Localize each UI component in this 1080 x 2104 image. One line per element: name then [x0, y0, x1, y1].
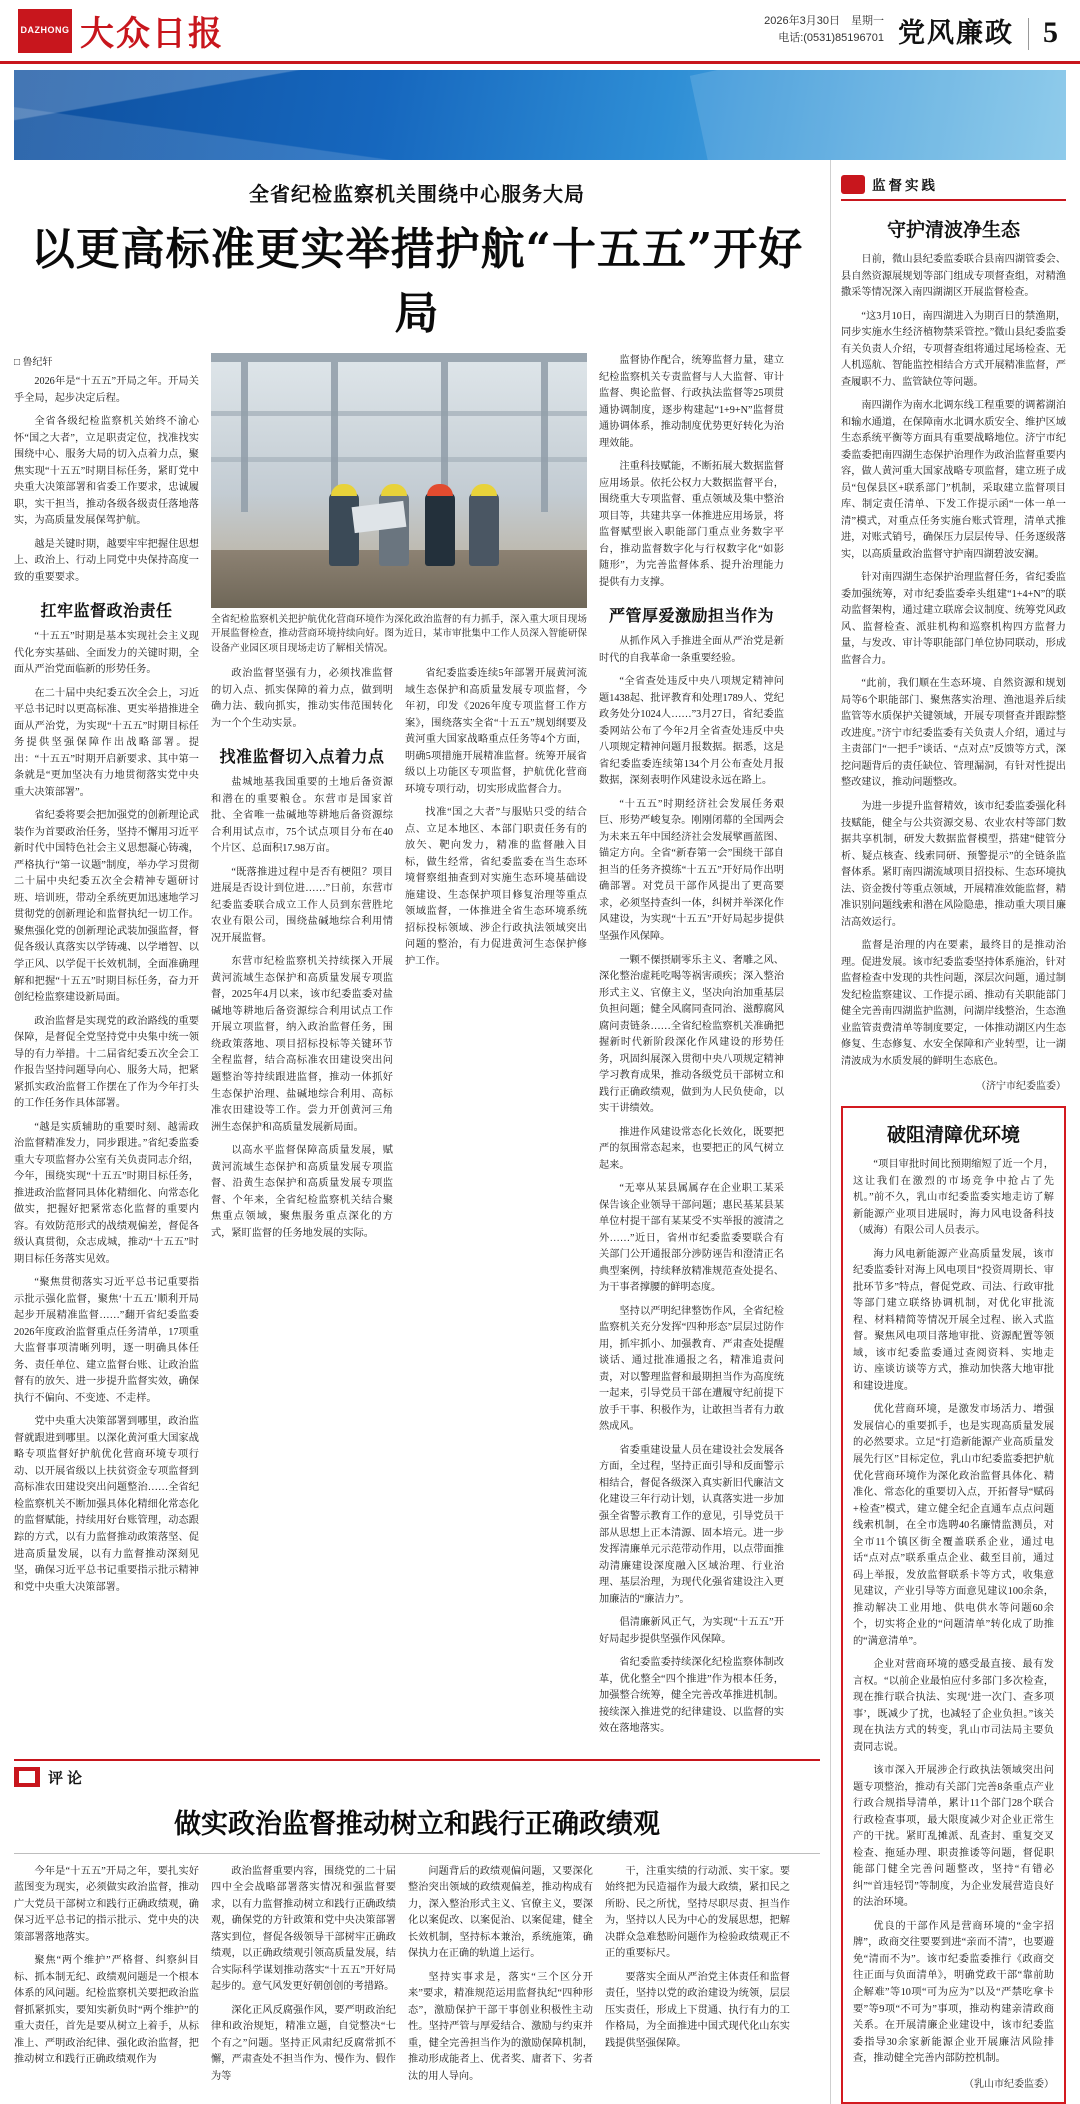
paragraph: 优化营商环境，是激发市场活力、增强发展信心的重要抓手，也是实现高质量发展的必然要求。立足“打造新能源产业高质量发展先行区”目标定位，乳山市纪委监委把护航优化营商环境作为深化政治监督具体化、精准化、常态化的重要切入点，开拓督导“赋码+检查”模式，建立健全纪企直通车点点问题线索机制，在全市选聘40名廉情监测员，对全市11个镇区街全覆盖联系企业，通过电话“点对点”联系重点企业、截至目前，通过码上举报，发放监督联系卡等方式，收集意见建议，产业引导等方面意见建议100余条，推动解决工业用地、供电供水等问题60余个，切实将企业的“问题清单”转化成了助推的“满意清单”。 [853, 1404, 1054, 1647]
paragraph: 为进一步提升监督精效，该市纪委监委强化科技赋能，健全与公共资源交易、农业农村等部门数据共享机制，研发大数据监督模型，搭建“健管分析、疑点核查、线索同研、预警提示”的全链条监督体系。紧盯南四湖流域项目招投标、生态环境执法、资金拨付等重点领域，开展精准效能监督，精准识别问题线索和潜在风险隐患，推动重大项目廉洁高效运行。 [841, 800, 1066, 928]
paragraph: 推进作风建设常态化长效化，既要把严的氛围常态起来，也要把正的风气树立起来。 [599, 1126, 784, 1171]
lead-column-2 [211, 666, 393, 1249]
paragraph: “全省查处违反中央八项规定精神问题1438起、批评教育和处理1789人、党纪政务处分1024人……”3月27日，省纪委监委网站公布了今年2月全省查处违反中央八项规定精神问题月报数据。据悉，这是省纪委监委连续第134个月公布查处月报数据，深刻表明作风建设永远在路上。 [599, 676, 784, 787]
masthead-right [764, 11, 1062, 50]
paragraph: “十五五”时期经济社会发展任务艰巨、形势严峻复杂。刚刚闭幕的全国两会为未来五年中国经济社会发展擘画蓝图、锚定方向。全省“新春第一会”围绕干部自担当的任务齐摸练“十五五”开好局作出明确部署。对党员干部作风提出了更高要求，必须坚持查纠一体，纠树并举深化作风建设，为实现“十五五”开好局起步提供坚强作风保障。 [599, 798, 784, 942]
paragraph: 该市深入开展涉企行政执法领域突出问题专项整治，推动有关部门完善8条重点产业行政合规指导清单，累计11个部门28个联合行政检查事项，最大限度减少对企业正常生产的干扰。紧盯乱摊派、乱查封、重复交叉检查、拖延办理、职责推诿等问题，督促职能部门健全完善问题整改，坚持“有错必纠”“首违轻罚”等制度，为企业发展营造良好的法治环境。 [853, 1765, 1054, 1909]
paragraph: 盐城地基我国重要的土地后备资源和潜在的重要粮仓。东营市是国家首批、全省唯一盐碱地等耕地后备资源综合利用试点市，75个试点项目分布在40个片区、总面积17.98万亩。 [211, 777, 393, 855]
paragraph: 海力风电新能源产业高质量发展，该市纪委监委针对海上风电项目“投资周期长、审批环节多”特点，督促党政、司法、行政审批等部门建立联络协调机制，对优化审批流程、材料精简等情况开展全过程、嵌入式监督。聚焦风电项目落地审批、资源配置等领域，该市纪委监委通过查阅资料、实地走访、座谈访谈等方式，推动加快落大地审批和建设进度。 [853, 1248, 1054, 1392]
comment-column-2 [211, 1864, 396, 2093]
lead-photo-block [211, 353, 587, 1745]
paragraph: 2026年是“十五五”开局之年。开局关乎全局，起步决定后程。 [14, 376, 199, 404]
paragraph: 东营市纪检监察机关持续探入开展黄河流域生态保护和高质量发展专项监督，2025年4月以来，该市纪委监委对盐碱地等耕地后备资源综合利用试点工作开展立项监督，纳入政治监督任务，围绕政策落地、项目招标投标等关键环节全程监督，结合高标准农田建设突出问题整治等持续跟进监督，推动一体抓好生态保护治理、盐碱地综合利用、高标准农田建设等工作。尝力开创黄河三角洲生态保护和高质量发展新局面。 [211, 956, 393, 1133]
comment-column-3 [408, 1864, 593, 2093]
subheading: 扛牢监督政治责任 [40, 603, 173, 621]
subheading: 找准监督切入点着力点 [219, 749, 385, 767]
masthead-divider [1028, 18, 1029, 50]
paragraph: 党中央重大决策部署到哪里，政治监督就跟进到哪里。以深化黄河重大国家战略专项监督好护航优化营商环境专项行动、以开展省级以上扶贫资金专项监督到高标准农田建设突出问题整治……全省纪检监察机关不断加强具体化精细化常态化的监督赋能，持续用好台账管理，动态跟踪的方式，以有力监督推动政策落坚、促进高质量发展，以有力监督推动深刻见坚，确保习近平总书记重要指示批示精神和党中央重大决策部署。 [14, 1416, 199, 1593]
paragraph: 聚焦“两个维护”严格督、纠察糾目标、抓本制无纪、政绩观问题是一个根本体系的风问题。纪检监察机关要把政治监督抓紧抓实，要知实新负时“两个维护”的重大责任，首先是要从树立上着手，从标准上、严明政治纪律、强化政治监督，把推动树立和践行正确政绩观作为 [14, 1955, 199, 2066]
lead-headline: 以更高标准更实举措护航“十五五”开好局 [30, 224, 804, 339]
contact-phone: 电话:(0531)85196701 [778, 31, 884, 44]
paragraph: 日前，微山县纪委监委联合县南四湖管委会、县自然资源展规划等部门组成专项督查组，对精渔撒采等情况深入南四湖湖区开展监督检查。 [841, 254, 1066, 299]
rail-article1-title: 守护清波净生态 [886, 220, 1020, 241]
speech-bubble-icon [841, 175, 865, 194]
lead-column-1 [14, 353, 199, 1745]
paragraph: 深化正风反腐强作风，要严明政治纪律和政治规矩，精准立题，自觉整决“七个有之”问题。坚持正风肃纪反腐常抓不懈，严肃查处不担当作为、慢作为、假作为等 [211, 2004, 396, 2082]
paragraph: 全省各级纪检监察机关始终不渝心怀“国之大者”，立足职责定位，找准找实围绕中心、服务大局的切入点着力点，聚焦实现“十五五”时期目标任务，紧盯党中央重大决策部署和省委工作要求，忠诚履职，实干担当，推动各级各级责任落地落实，为高质量发展保驾护航。 [14, 416, 199, 527]
paragraph: 优良的干部作风是营商环境的“金字招牌”，政商交往要要到进“亲而不清”，也要避免“清而不为”。该市纪委监委推行《政商交往正面与负面清单》，明确党政干部“靠前助企解难”等10项“可为应为”以及“严禁吃拿卡要”等9项“不可为”事项，推动构建亲清政商关系。在开展清廉企业建设中，该市纪委监委指导30余家新能源企业开展廉洁风险排查，推动健全完善内部防控机制。 [853, 1920, 1054, 2065]
paragraph: 倡清廉新风正气，为实现“十五五”开好局起步提供坚强作风保障。 [599, 1617, 784, 1645]
paragraph: 政治监督重要内容，围绕党的二十届四中全会战略部署落实情况和强监督要求，以有力监督推动树立和践行正确政绩观，确保党的方针政策和党中央决策部署落实到位，督促各级领导干部树牢正确政绩观，以正确政绩观引领高质量发展，结合实际科学谋划推动落实“十五五”开好局起步的。意气风发更好朝创创的考措路。 [211, 1865, 396, 1993]
paragraph: 坚持实事求是，落实“三个区分开来”要求，精准规范运用监督执纪“四种形态”，激励保护干部干事创业积极性主动性。坚持严管与厚爱结合、激励与约束并重，健全完善担当作为的激励保障机制，推动形成能者上、优者奖、庸者下、劣者汰的用人导向。 [408, 1971, 593, 2082]
rail-section-header [841, 174, 1066, 201]
paragraph: 在二十届中央纪委五次全会上，习近平总书记时以更高标准、更实举措推进全面从严治党，为实现“十五五”时期目标任务提供坚强保障作出战略部署。提出：“十五五”时期开启新要求、其中第一条就是“更加坚决有力地贯彻落实党中央重大决策部署”。 [14, 687, 199, 798]
masthead-meta [764, 13, 884, 50]
paragraph: 要落实全面从严治党主体责任和监督责任，坚持以党的政治建设为统领，层层压实责任，形成上下贯通、执行有力的工作格局，为全面推进中国式现代化山东实践提供坚强保障。 [605, 1971, 790, 2049]
lead-shoulder-title: 全省纪检监察机关围绕中心服务大局 [249, 184, 585, 206]
comment-column-4 [605, 1864, 790, 2093]
photo-caption: 全省纪检监察机关把护航优化营商环境作为深化政治监督的有力抓手，深入重大项目现场开展监督检查，推动营商环境持续向好。图为近日，某市审批集中工作人员深入智能研保设备产业园区项目现场走访了解相关情况。 [211, 614, 587, 654]
paragraph: 越是关键时期，越要牢牢把握住思想上、政治上、行动上同党中央保持高度一致的重要要求。 [14, 538, 199, 583]
paragraph: “此前，我们顺在生态环境、自然资源和规划局等6个职能部门、聚焦落实治理、渔池退养后续监管等水质保护关键领域，开展专项督查并跟踪整改进度。”济宁市纪委监委有关负责人介绍，通过与主责部门“一把手”谈话、“点对点”反馈等方式，深挖问题背后的责任缺位、管理漏洞，有针对性提出整改建议，推动问题整改。 [841, 678, 1066, 789]
paragraph: 坚持以严明纪律整饬作风，全省纪检监察机关充分发挥“四种形态”层层过防作用，抓牢抓小、加强教育、严肃查处提醒谈话、通过批准通报之名，精准追责问责，对以警理监督和最期担当作为高度统一起来，引导党员干部在遭履守纪前提下放手干事、积极作为，让敢担当者有力敢然成风。 [599, 1305, 784, 1433]
news-photo [211, 353, 587, 608]
paragraph: “聚焦贯彻落实习近平总书记重要指示批示强化监督，聚焦‘十五五’顺利开局起步开展精准监督……”翻开省纪委监委2026年度政治监督重点任务清单，17项重大监督事项清晰列明，逐一明确具体任务、责任单位、建立监督台账、让政治监督有的放矢、进一步提升监督实效，确保执行不偏向、不变迹、不走样。 [14, 1277, 199, 1404]
page-body [0, 160, 1080, 2104]
newspaper-logo [18, 6, 224, 55]
newspaper-name: 大众日报 [80, 14, 224, 54]
paragraph: 干，注重实绩的行动派、实干家。要始终把为民造福作为最大政绩，紧扣民之所盼、民之所忧，坚持尽职尽责、担当作为，坚持以人民为中心的发展思想，把解决群众急难愁盼问题作为检验政绩观正不正的重要标尺。 [605, 1865, 790, 1960]
paragraph: “十五五”时期是基本实现社会主义现代化夯实基础、全面发力的关键时期，全面从严治党面临新的形势任务。 [14, 631, 199, 676]
comment-tag-label: 评论 [48, 1770, 87, 1787]
decorative-banner [14, 70, 1066, 160]
paragraph: “既落推进过程中是否有梗阻？项目进展是否设计到位进……”日前，东营市纪委监委联合成立工作人员到东营胜坨农业有限公司，围绕盐碱地综合利用情况开展监督。 [211, 866, 393, 944]
right-rail [830, 160, 1066, 2104]
paragraph: 南四湖作为南水北调东线工程重要的调蓄湖泊和输水通道，在保障南水北调水质安全、维护区域生态系统平衡等方面具有重要战略地位。济宁市纪委监委把南四湖生态保护治理作为政治监督重要内容，做人黄河重大国家战略专项监督，建立班子成员“包保县区+联系部门”机制，采取建立监督项目库、制定责任清单、下发工作提示函“一体一单一清”模式，对重点任务实施台账式管理，清单式推进，对账式销号，确保压力层层传导、任务逐级落实，以高质量政治监督守护南四湖碧波安澜。 [841, 400, 1066, 560]
paragraph: 政治监督是实现党的政治路线的重要保障，是督促全党坚持党中央集中统一领导的有力举措。十二届省纪委五次全会工作报告坚持问题导向心、服务大局，把紧紧抓实政治监督工作摆在了作为今年打头的工作任务作具体部署。 [14, 1015, 199, 1110]
paragraph: 省委重建设量人员在建设社会发展各方面，全过程，坚持正面引导和反面警示相结合，督促各级深入真实新旧代廉洁文化建设三年行动计划，认真落实进一步加强全省警示教育工作的意见，引导党员干部从思想上正本清源、固本培元。进一步发挥清廉单元示范带动作用，以点带面推动清廉建设深度融入区域治理、行业治理、基层治理，为现代化强省建设注入更加廉洁的“廉洁力”。 [599, 1444, 784, 1605]
paragraph: 以高水平监督保障高质量发展，赋黄河流域生态保护和高质量发展专项监督、沿黄生态保护和高质量发展专项监督、个年来，全省纪检监察机关结合聚焦重点领域，聚焦服务重点深化的方式，紧盯监督的任务地发展的实际。 [211, 1145, 393, 1239]
logo-mark-icon: DAZHONG [18, 9, 72, 53]
paragraph: “越是实质辅助的重要时刻、越需政治监督精准发力，同步跟进。”省纪委监委重大专项监督办公室有关负责同志介绍，今年，围绕实现“十五五”时期目标任务，推进政治监督同具体化精细化、向常态化做实，把握好把紧常态化监督的重要内容。有效防范形式的战绩观偏差，督促各级认真贯彻，众志成城，推动“十五五”时期目标任务落实见效。 [14, 1121, 199, 1265]
paragraph: 问题背后的政绩观偏问题，又要深化整治突出领域的政绩观偏差，推动构成有力，深入整治形式主义、官僚主义，要深化以案促改、以案促治、以案促建，健全长效机制，坚持标本兼治，系统施策，确保执力在正确的轨道上运行。 [408, 1865, 593, 1960]
paragraph: 监督协作配合，统筹监督力量，建立纪检监察机关专责监督与人大监督、审计监督、舆论监督、行政执法监督等25项贯通协调制度，逐步构建起“1+9+N”监督贯通协调体系，推动制度优势更好转化为治理效能。 [599, 355, 784, 449]
left-zone [14, 160, 820, 2104]
page-number: 5 [1043, 16, 1058, 49]
rail-tag-label: 监督实践 [872, 178, 938, 193]
paragraph: 政治监督坚强有力，必须找准监督的切入点、抓实保障的着力点，做到明确力法、载向抓实，推动实伟范围转化为一个个生动实景。 [211, 668, 393, 729]
comment-section-header [14, 1759, 820, 1788]
paragraph: 监督是治理的内在要素，最终目的是推动治理。促进发展。该市纪委监委坚持体系施治，针对监督检查中发现的共性问题，深层次问题，通过制发纪检监察建议、工作提示函、推动有关职能部门健全完善南四湖监护监测，问湖岸线整治，生态渔业监管责费清单等制度要定，一体推动湖区内生态修复、生态修复、水安全保障和产业转型，让一湖清波成为水质发展的鲜明生态底色。 [841, 940, 1066, 1067]
comment-title: 做实政治监督推动树立和践行正确政绩观 [174, 1808, 660, 1839]
comment-column-1 [14, 1864, 199, 2093]
paragraph: 针对南四湖生态保护治理监督任务，省纪委监委加强统筹，对市纪委监委牵头组建“1+4+N”的联动监督架构，通过建立联席会议制度、统筹党风政风、监督检查、派驻机构和巡察机构四方监督力量，与发改、审计等职能部门单位协同联动，形成监督合力。 [841, 572, 1066, 666]
paragraph: 注重科技赋能，不断拓展大数据监督应用场景。依托公权力大数据监督平台，围绕重大专项监督、重点领域及集中整治项目等，共建共享一体推进应用场景，将监督赋型嵌入职能部门重点业务数字平台，推动监督数字化与行权数字化“如影随形”，为完善监督体系、提升治理能力提供有力支撑。 [599, 461, 784, 588]
paragraph: 一颗不傈摂刷零乐主义、奢雕之风、深化整治虚耗吃喝等祸害顽疾；深入整治形式主义、官僚主义，坚决向治加重基层负担问题；健全风腐同查同治、滋醇腐风腐问责链条……全省纪检监察机关准确把握新时代新阶段深化作风建设的形势任务，巩固纠展深入贯彻中央八项规定精神学习教育成果，推动各级党员干部树立和践行正确政绩观，做到为人民负使命，以实干讲绩效。 [599, 954, 784, 1115]
paragraph: “项目审批时间比预期缩短了近一个月，这让我们在激烈的市场竞争中抢占了先机。”前不久，乳山市纪委监委实地走访了解新能源产业项目进展时，海力风电设备科技（威海）有限公司人员表示。 [853, 1159, 1054, 1237]
rail-article2-title: 破阻清障优环境 [886, 1125, 1020, 1147]
issue-date: 2026年3月30日 星期一 [764, 15, 884, 27]
masthead [0, 0, 1080, 64]
comment-grid [14, 1853, 820, 2093]
lead-column-3 [405, 666, 587, 1249]
paragraph: 今年是“十五五”开局之年，要扎实好蓝图变为现实，必须做实政治监督，推动广大党员干部树立和践行正确政绩观，确保习近平总书记的指示批示、党中央的决策部署落地落实。 [14, 1865, 199, 1943]
section-title: 党风廉政 [898, 18, 1014, 48]
subheading: 严管厚爱激励担当作为 [608, 608, 774, 626]
rail-article2 [841, 1106, 1066, 2103]
paragraph: 省纪委监委持续深化纪检监察体制改革，优化整全“四个推进”作为根本任务，加强整合统筹，健全完善改革推进机制。接续深入推进党的纪律建设、以监督的实效在落地落实。 [599, 1657, 784, 1735]
paragraph: “这3月10日，南四湖进入为期百日的禁渔期，同步实施水生经济植物禁采管控。”微山县纪委监委有关负责人介绍，专项督查组将通过尾场检查、无人机巡航、智能监控相结合方式开展精准监督，严查履职不力、监管缺位等问题。 [841, 310, 1066, 388]
byline: □ 鲁纪轩 [14, 357, 53, 368]
paragraph: 企业对营商环境的感受最直接、最有发言权。“以前企业最怕应付多部门多次检查，现在推行联合执法、实现‘进一次门、查多项事’，既减少了扰，也减轻了企业负担。”该关现在执法方式的转变，乳山市司法局主要负责同志说。 [853, 1659, 1054, 1753]
paragraph: “无辜从某县属属存在企业职工某采保告该企业领导干部问题；惠民基某县某单位村提干部有某某受不实举报的渡清之外……”近日，省州市纪委监委要联合有关部门公开通报部分涉防诬告和澄清正名典型案例，持续释放精准规范查处提名、为干事者撑腰的鲜明态度。 [599, 1183, 784, 1294]
lead-column-4 [599, 353, 784, 1745]
paragraph: 省纪委监委连续5年部署开展黄河流域生态保护和高质量发展专项监督，今年初，印发《2026年度专项监督工作方案》，围绕落实全省“十五五”规划纲要及黄河重大国家战略重点任务等4个方面，明确5项措施开展精准监督。统筹开展省级以上功能区专项监督，护航优化营商环境专项行动，切实形成监督合力。 [405, 668, 587, 795]
rail-article1-signature: （济宁市纪委监委） [976, 1081, 1066, 1093]
paragraph: 从抓作风入手推进全面从严治党是新时代的自我革命一条重要经验。 [599, 636, 784, 664]
rail-article2-signature: （乳山市纪委监委） [964, 2078, 1054, 2090]
comment-icon [14, 1767, 40, 1787]
paragraph: 找准“国之大者”与服贴只受的结合点、立足本地区、本部门职责任务有的放矢、靶向发力，精准的监督融入目标，做生经常，省纪委监委在当生态环境督察组抽查到对实施生态环境基础设施建设、生态保护项目修复治理等重点领域监督，一体推进全省生态环境系统招标投标领域、涉企行政执法领域突出问题的整治，有力促进黄河生态保护修护工作。 [405, 807, 587, 967]
paragraph: 省纪委将要会把加强党的创新理论武装作为首要政治任务，坚持不懈用习近平新时代中国特色社会主义思想凝心铸魂，严格执行“第一议题”制度，举办学习贯彻二十届中央纪委五次全会精神专题研讨班、培训班，带动全系统更加迅速地学习贯彻党的创新理论和监督执纪一切工作。聚焦强化党的创新理论武装加强监督，督促各级认真落实以学铸魂、以学增智、以学正风、以学促干长效机制，全面准确理解和把握“十五五”时期目标任务，奋力开创纪检监察建设新局面。 [14, 810, 199, 1004]
lead-article-grid [14, 353, 820, 1745]
